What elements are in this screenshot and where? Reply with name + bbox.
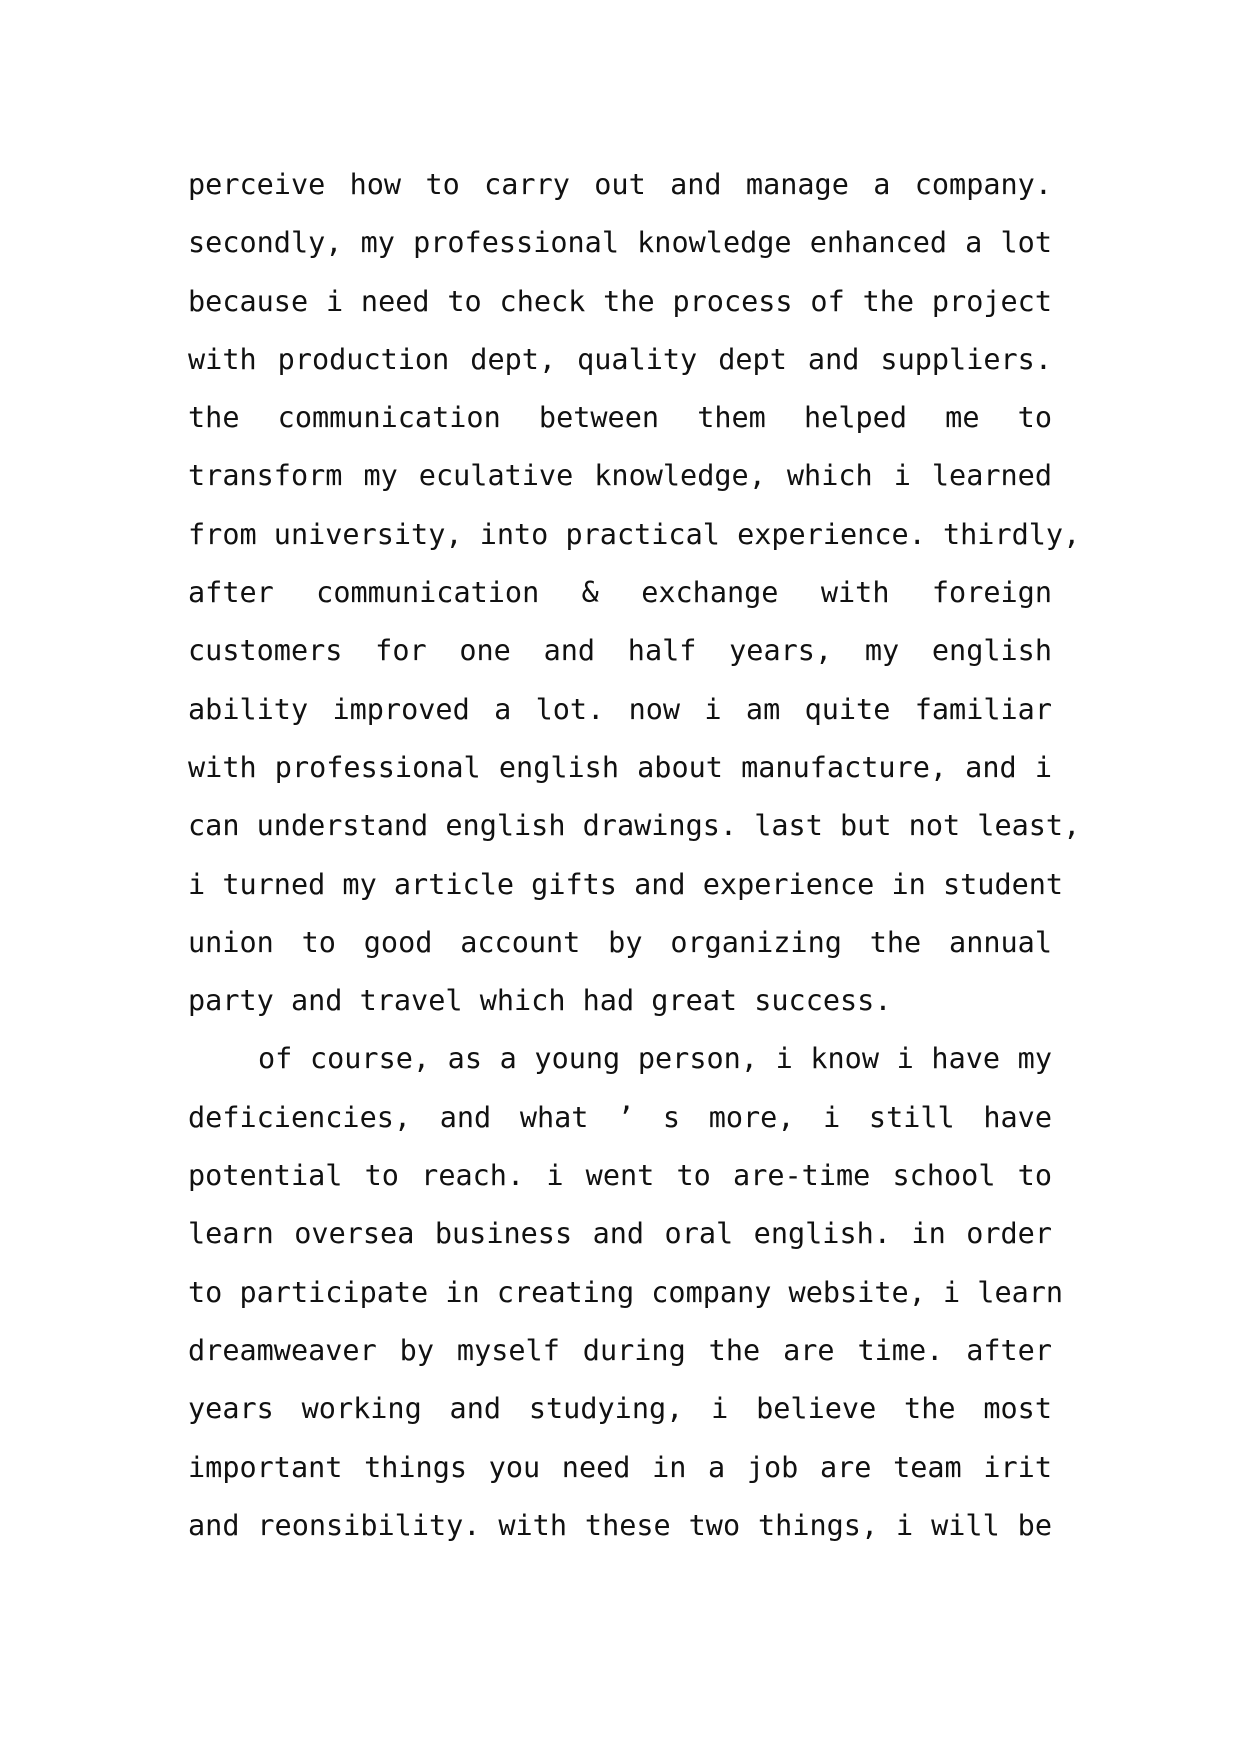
text-line: i turned my article gifts and experience in student — [188, 867, 1064, 901]
text-line: secondly, my professional knowledge enhanced a lot — [188, 226, 1052, 260]
text-line: can understand english drawings. last but not least, — [188, 809, 1081, 843]
text-line: from university, into practical experience. thirdly, — [188, 517, 1081, 551]
text-line: learn oversea business and oral english. in order — [188, 1217, 1052, 1251]
text-line: ability improved a lot. now i am quite familiar — [188, 692, 1052, 726]
text-line: potential to reach. i went to are-time school to — [188, 1159, 1052, 1193]
text-line: and reonsibility. with these two things, i will be — [188, 1508, 1052, 1542]
text-line: union to good account by organizing the annual — [188, 925, 1052, 959]
text-line: to participate in creating company website, i learn — [188, 1275, 1064, 1309]
text-line: deficiencies, and what ’ s more, i still have — [188, 1100, 1052, 1134]
paragraph-end-line: party and travel which had great success. — [188, 984, 892, 1018]
text-line: perceive how to carry out and manage a company. — [188, 168, 1052, 201]
text-line: dreamweaver by myself during the are time. after — [188, 1333, 1052, 1367]
text-line: customers for one and half years, my english — [188, 634, 1052, 668]
text-line: with production dept, quality dept and suppliers. — [188, 342, 1052, 376]
text-line: years working and studying, i believe the most — [188, 1392, 1052, 1426]
body-text — [188, 162, 1081, 1561]
text-line: with professional english about manufacture, and i — [188, 750, 1052, 784]
text-line: the communication between them helped me to — [188, 401, 1052, 435]
paragraph-first-line: of course, as a young person, i know i have my — [258, 1042, 1052, 1076]
text-line: important things you need in a job are team irit — [188, 1450, 1052, 1484]
text-line: after communication & exchange with foreign — [188, 576, 1052, 610]
text-line: transform my eculative knowledge, which i learned — [188, 459, 1052, 493]
text-line: because i need to check the process of the project — [188, 284, 1052, 318]
